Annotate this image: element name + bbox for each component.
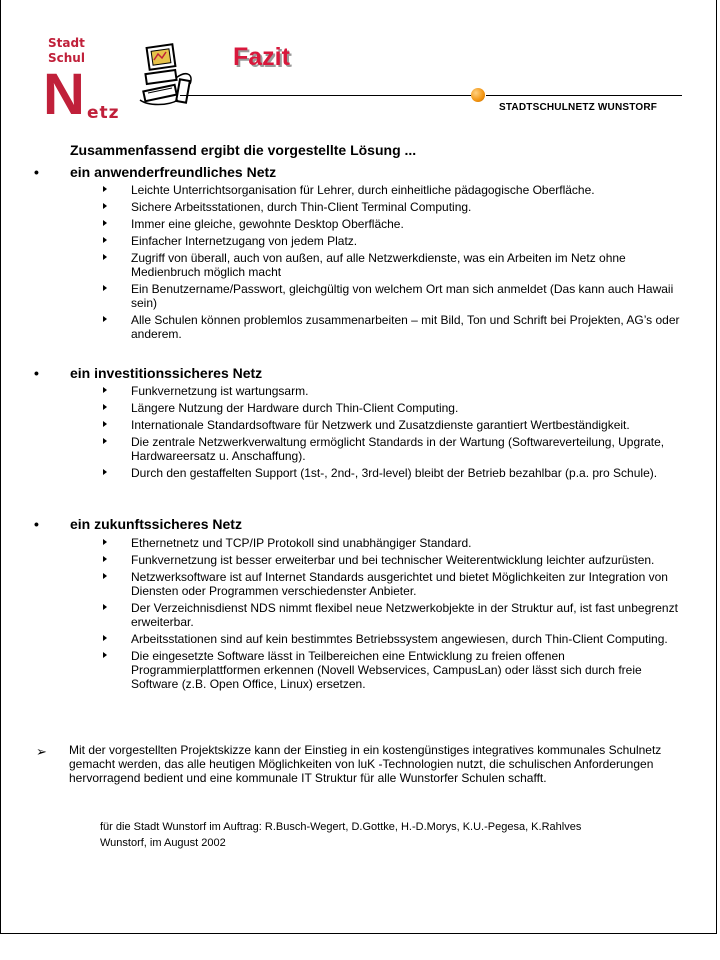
section-heading-investitionssicher	[34, 365, 262, 381]
list-item: Längere Nutzung der Hardware durch Thin-Client Computing.	[100, 401, 690, 415]
list-item: Zugriff von überall, auch von außen, auf alle Netzwerkdienste, was ein Arbeiten im Netz ohne Medienbruch möglich macht	[100, 251, 690, 279]
list-item: Ethernetnetz und TCP/IP Protokoll sind unabhängiger Standard.	[100, 536, 690, 550]
page-title: Fazit	[233, 43, 290, 71]
footer-authors: für die Stadt Wunstorf im Auftrag: R.Busch-Wegert, D.Gottke, H.-D.Morys, K.U.-Pegesa, K.Rahlves	[100, 821, 582, 833]
bullet-icon: •	[34, 365, 39, 381]
list-item: Funkvernetzung ist besser erweiterbar und bei technischer Weiterentwicklung leichter aufzurüsten.	[100, 553, 690, 567]
computer-clipart-icon	[138, 40, 200, 108]
arrow-bullet-icon	[103, 652, 107, 658]
arrow-bullet-icon	[103, 556, 107, 562]
arrow-bullet-icon	[103, 203, 107, 209]
arrow-bullet-icon	[103, 220, 107, 226]
list-item: Internationale Standardsoftware für Netzwerk und Zusatzdienste garantiert Wertbeständigkeit.	[100, 418, 690, 432]
list-item: Der Verzeichnisdienst NDS nimmt flexibel neue Netzwerkobjekte in der Struktur auf, ist fast unbegrenzt erweiterbar.	[100, 601, 690, 629]
list-item: Die zentrale Netzwerkverwaltung ermöglicht Standards in der Wartung (Softwareverteilung, Upgrate, Hardwareersatz u. Anschaffung).	[100, 435, 690, 463]
logo-line-stadt: Stadt	[48, 36, 85, 50]
logo-suffix: etz	[87, 103, 120, 123]
arrow-bullet-icon	[103, 387, 107, 393]
accent-dot-icon	[471, 88, 485, 102]
arrow-bullet-icon	[103, 316, 107, 322]
arrow-bullet-icon	[103, 573, 107, 579]
section-list-investitionssicher	[100, 384, 690, 483]
arrow-bullet-icon	[103, 237, 107, 243]
section-list-anwenderfreundlich	[100, 183, 690, 344]
arrow-bullet-icon	[103, 404, 107, 410]
section-heading-text: ein anwenderfreundliches Netz	[70, 164, 277, 180]
arrow-bullet-icon	[103, 539, 107, 545]
list-item: Funkvernetzung ist wartungsarm.	[100, 384, 690, 398]
list-item: Netzwerksoftware ist auf Internet Standards ausgerichtet und bietet Möglichkeiten zur Integration von Diensten oder Programmen verschiedenster Anbieter.	[100, 570, 690, 598]
arrow-bullet-icon	[103, 635, 107, 641]
arrow-bullet-icon	[103, 421, 107, 427]
section-list-zukunftssicher	[100, 536, 690, 694]
header-rule-left	[180, 95, 478, 96]
list-item: Alle Schulen können problemlos zusammenarbeiten – mit Bild, Ton und Schrift bei Projekten, AG’s oder anderem.	[100, 313, 690, 341]
bullet-icon: •	[34, 164, 39, 180]
bullet-icon: •	[34, 516, 39, 532]
logo-big-letter: N	[43, 62, 85, 127]
intro-heading: Zusammenfassend ergibt die vorgestellte Lösung ...	[70, 142, 417, 158]
logo-line-schul: Schul	[48, 51, 85, 65]
section-heading-text: ein zukunftssicheres Netz	[70, 516, 242, 532]
list-item: Ein Benutzername/Passwort, gleichgültig von welchem Ort man sich anmeldet (Das kann auch Hawaii sein)	[100, 282, 690, 310]
list-item: Durch den gestaffelten Support (1st-, 2nd-, 3rd-level) bleibt der Betrieb bezahlbar (p.a. pro Schule).	[100, 466, 690, 480]
arrow-bullet-icon	[103, 469, 107, 475]
arrow-bullet-icon	[103, 604, 107, 610]
footer-date: Wunstorf, im August 2002	[100, 837, 226, 849]
arrow-bullet-icon	[103, 285, 107, 291]
arrow-bullet-icon	[103, 254, 107, 260]
list-item: Einfacher Internetzugang von jedem Platz.	[100, 234, 690, 248]
list-item: Leichte Unterrichtsorganisation für Lehrer, durch einheitliche pädagogische Oberfläche.	[100, 183, 690, 197]
header-rule-right	[486, 95, 682, 96]
conclusion-text: Mit der vorgestellten Projektskizze kann der Einstieg in ein kostengünstiges integratives kommunales Schulnetz gemacht werden, das alle heutigen Möglichkeiten von luK -Technologien nutzt, die schulischen Anforderungen hervorragend bedient und eine kommunale IT Struktur für alle Wunstorfer Schulen schafft.	[69, 743, 662, 785]
arrow-marker-icon: ➢	[36, 744, 47, 759]
list-item: Immer eine gleiche, gewohnte Desktop Oberfläche.	[100, 217, 690, 231]
list-item: Die eingesetzte Software lässt in Teilbereichen eine Entwicklung zu freien offenen Programmierplattformen erkennen (Novell Webservices, CampusLan) oder lässt sich durch freie Software (z.B. Open Office, Linux) ersetzen.	[100, 649, 690, 691]
section-heading-text: ein investitionssicheres Netz	[70, 365, 263, 381]
section-heading-zukunftssicher	[34, 516, 242, 532]
conclusion	[36, 743, 696, 785]
section-heading-anwenderfreundlich	[34, 164, 276, 180]
arrow-bullet-icon	[103, 438, 107, 444]
list-item: Arbeitsstationen sind auf kein bestimmtes Betriebssystem angewiesen, durch Thin-Client Computing.	[100, 632, 690, 646]
arrow-bullet-icon	[103, 186, 107, 192]
list-item: Sichere Arbeitsstationen, durch Thin-Client Terminal Computing.	[100, 200, 690, 214]
school-name: STADTSCHULNETZ WUNSTORF	[499, 102, 658, 113]
